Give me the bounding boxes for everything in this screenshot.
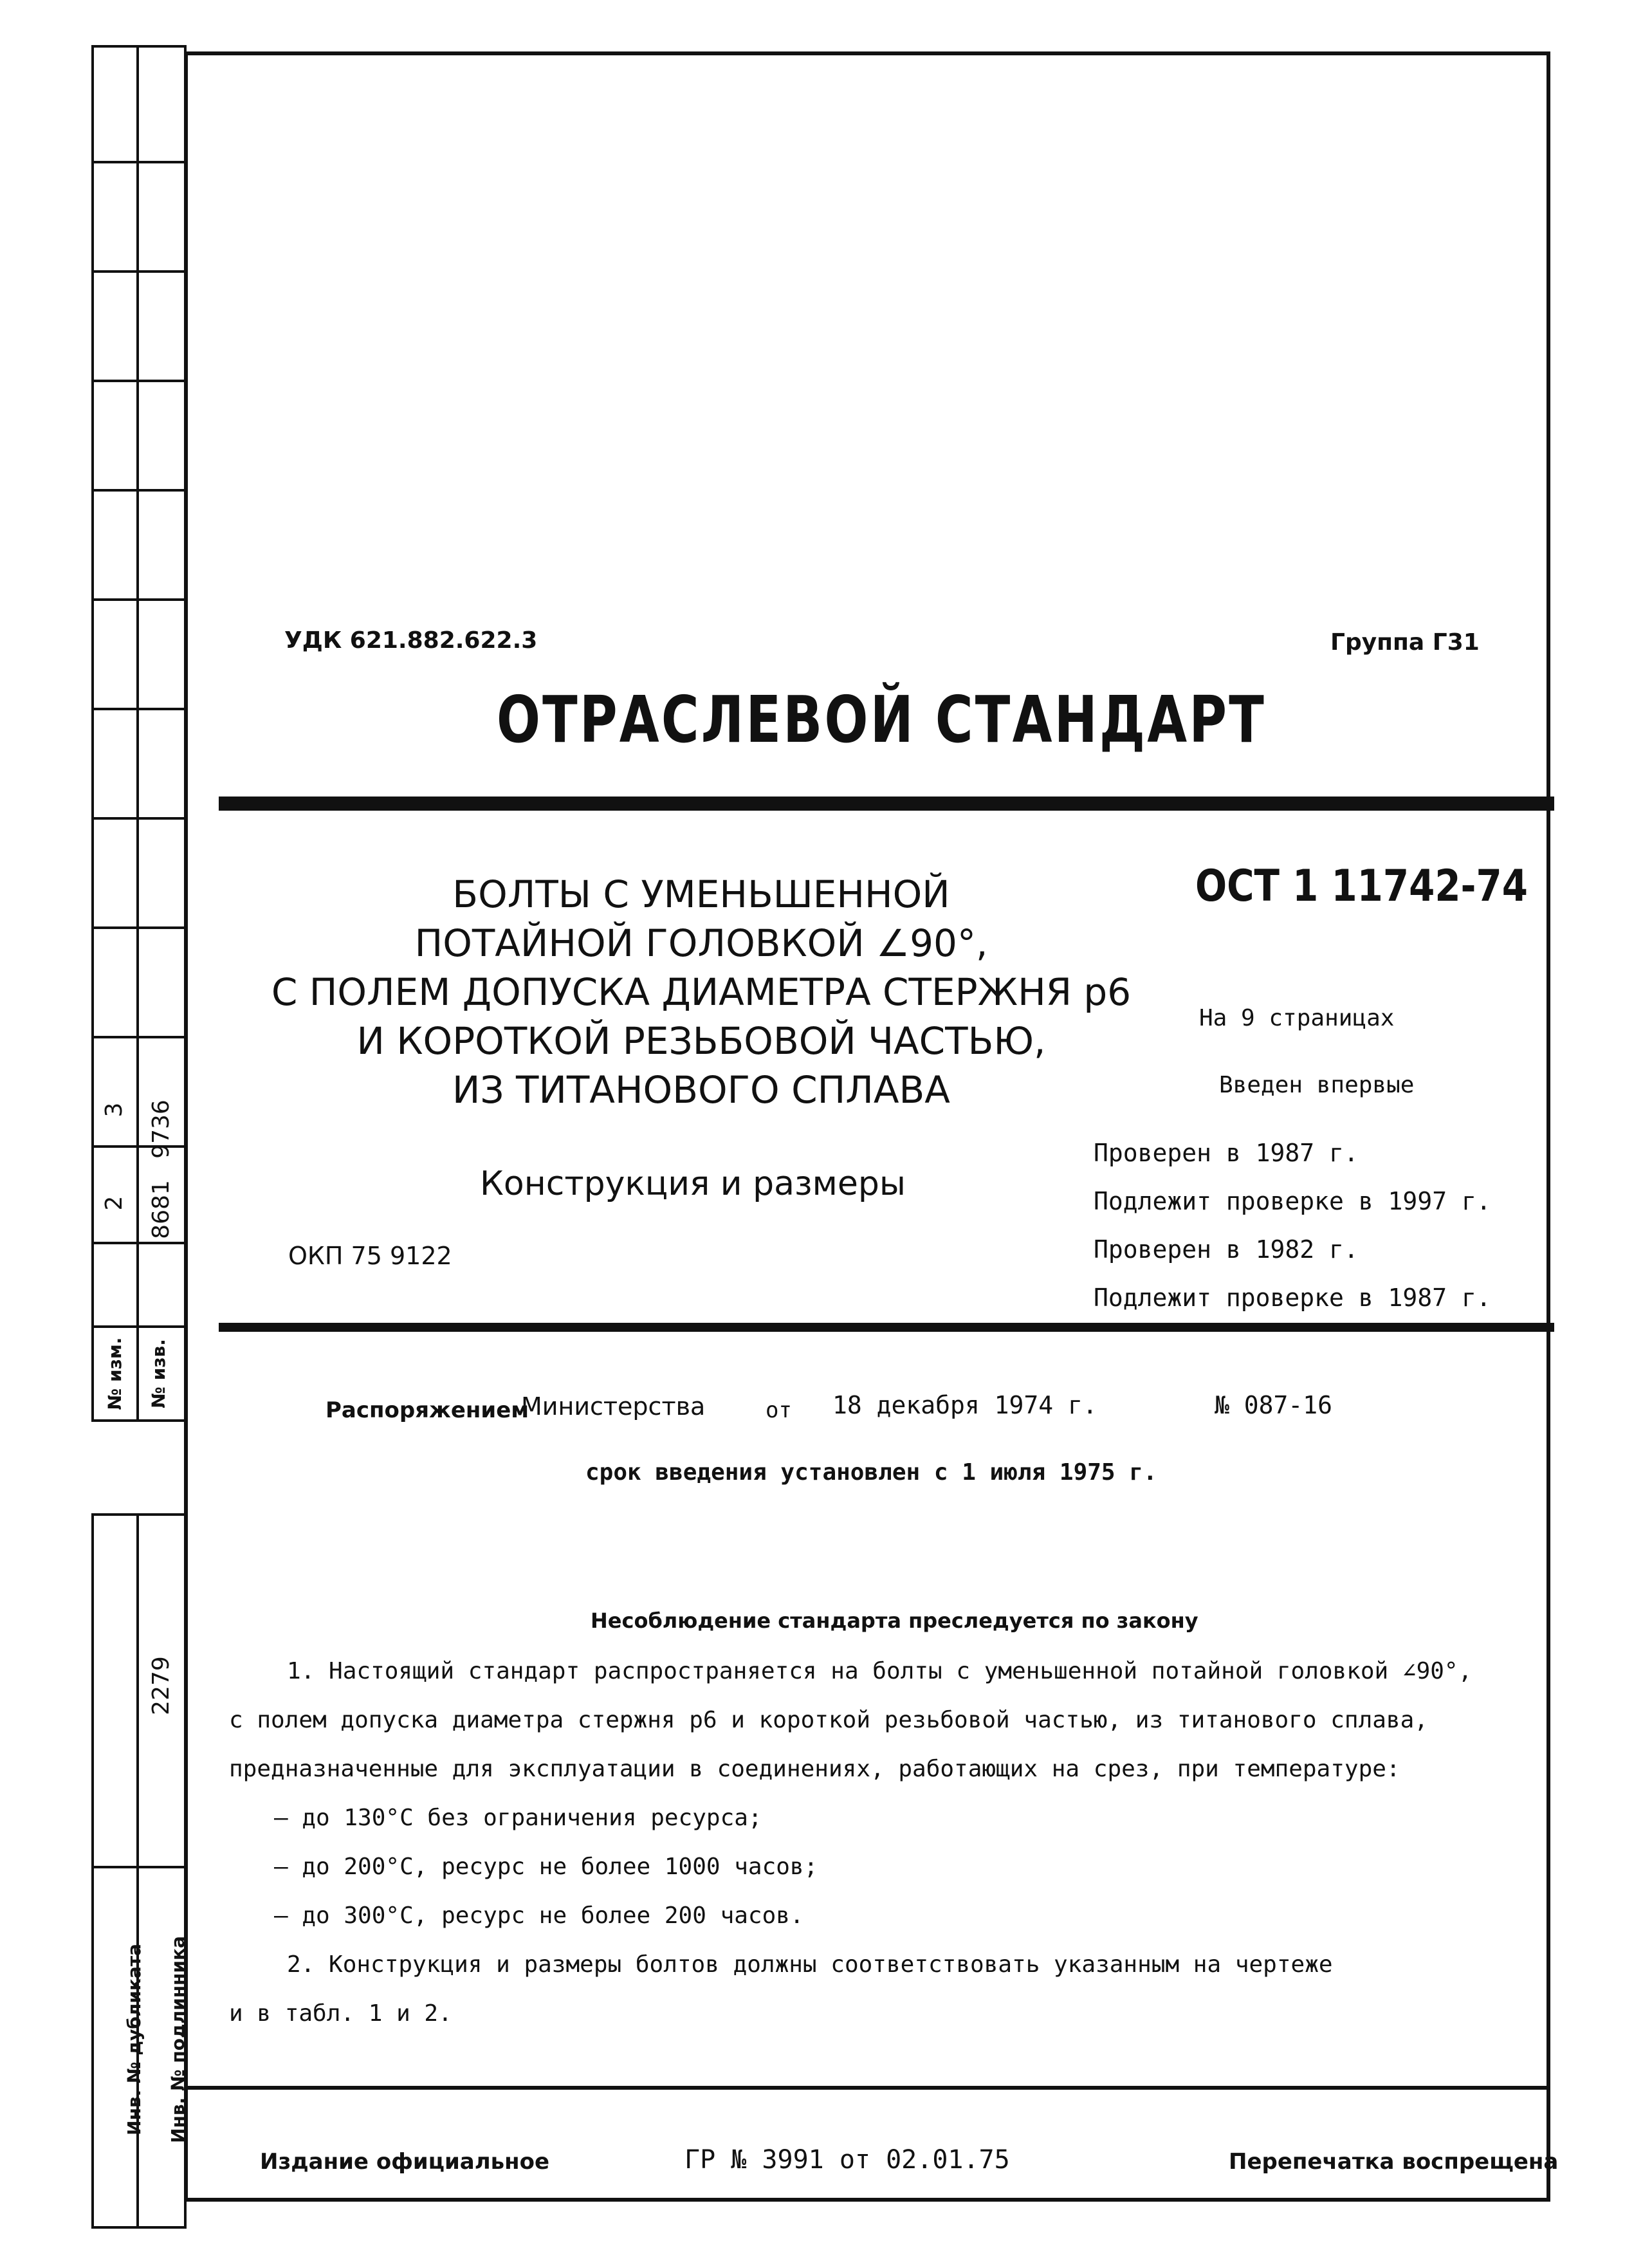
title-rule xyxy=(219,797,1554,811)
change-number-2: 2 xyxy=(101,1195,127,1211)
original-inventory-label: Инв. № подлинника xyxy=(167,1936,188,2143)
duplicate-inventory-label: Инв. № дубликата xyxy=(124,1944,145,2135)
body-text xyxy=(229,1647,1528,2038)
change-number-3: 3 xyxy=(101,1102,127,1118)
registration-number: ГР № 3991 от 02.01.75 xyxy=(684,2145,1010,2175)
name-line-4: И КОРОТКОЙ РЕЗЬБОВОЙ ЧАСТЬЮ, xyxy=(356,1019,1046,1063)
check-3: Проверен в 1982 г. xyxy=(1094,1235,1359,1264)
order-date: 18 декабря 1974 г. xyxy=(832,1391,1097,1419)
official-edition: Издание официальное xyxy=(260,2149,550,2175)
legal-warning: Несоблюдение стандарта преследуется по закону xyxy=(591,1608,1198,1633)
temp-item-2: – до 200°С, ресурс не более 1000 часов; xyxy=(274,1854,818,1880)
order-from: от xyxy=(766,1397,792,1423)
introduced-note: Введен впервые xyxy=(1219,1072,1415,1098)
name-line-5: ИЗ ТИТАНОВОГО СПЛАВА xyxy=(452,1068,950,1112)
page-title: ОТРАСЛЕВОЙ СТАНДАРТ xyxy=(496,682,1267,757)
page-count: На 9 страницах xyxy=(1199,1005,1395,1031)
group-code: Группа Г31 xyxy=(1330,629,1480,656)
order-ministry: Министерства xyxy=(521,1392,706,1421)
effective-date: срок введения установлен с 1 июля 1975 г. xyxy=(585,1459,1157,1486)
notice-number-9736: 9736 xyxy=(148,1100,174,1159)
reprint-prohibited: Перепечатка воспрещена xyxy=(1229,2149,1559,2175)
p2-line-2: и в табл. 1 и 2. xyxy=(229,2000,452,2027)
name-line-2: ПОТАЙНОЙ ГОЛОВКОЙ ∠90°, xyxy=(414,921,988,965)
okp-code: ОКП 75 9122 xyxy=(288,1242,452,1270)
name-line-3: С ПОЛЕМ ДОПУСКА ДИАМЕТРА СТЕРЖНЯ р6 xyxy=(271,970,1132,1014)
p1-line-1: 1. Настоящий стандарт распространяется на болты с уменьшенной потайной головкой ∠90°, xyxy=(287,1658,1473,1684)
change-no-label: № изм. xyxy=(104,1337,125,1410)
p2-line-1: 2. Конструкция и размеры болтов должны соответствовать указанным на чертеже xyxy=(287,1951,1333,1978)
check-2: Подлежит проверке в 1997 г. xyxy=(1094,1187,1491,1215)
check-1: Проверен в 1987 г. xyxy=(1094,1139,1359,1167)
original-inventory-number: 2279 xyxy=(148,1656,174,1715)
order-label: Распоряжением xyxy=(326,1397,529,1423)
notice-no-label: № изв. xyxy=(148,1339,169,1408)
ost-number: ОСТ 1 11742-74 xyxy=(1195,861,1528,912)
p1-line-2: с полем допуска диаметра стержня р6 и короткой резьбовой частью, из титанового сплава, xyxy=(229,1707,1428,1733)
header-bottom-rule xyxy=(219,1323,1554,1332)
temp-item-3: – до 300°С, ресурс не более 200 часов. xyxy=(274,1902,804,1929)
document-subtitle: Конструкция и размеры xyxy=(480,1165,906,1203)
temp-item-1: – до 130°С без ограничения ресурса; xyxy=(274,1805,762,1831)
p1-line-3: предназначенные для эксплуатации в соединениях, работающих на срез, при температуре: xyxy=(229,1756,1400,1782)
order-number: № 087-16 xyxy=(1215,1391,1333,1419)
change-log-divider xyxy=(136,45,139,1422)
udk-code: УДК 621.882.622.3 xyxy=(284,627,538,654)
standard-name xyxy=(187,870,1216,1114)
footer-rule xyxy=(188,2086,1546,2090)
name-line-1: БОЛТЫ С УМЕНЬШЕННОЙ xyxy=(452,872,950,916)
check-4: Подлежит проверке в 1987 г. xyxy=(1094,1284,1491,1312)
notice-number-8681: 8681 xyxy=(148,1180,174,1239)
